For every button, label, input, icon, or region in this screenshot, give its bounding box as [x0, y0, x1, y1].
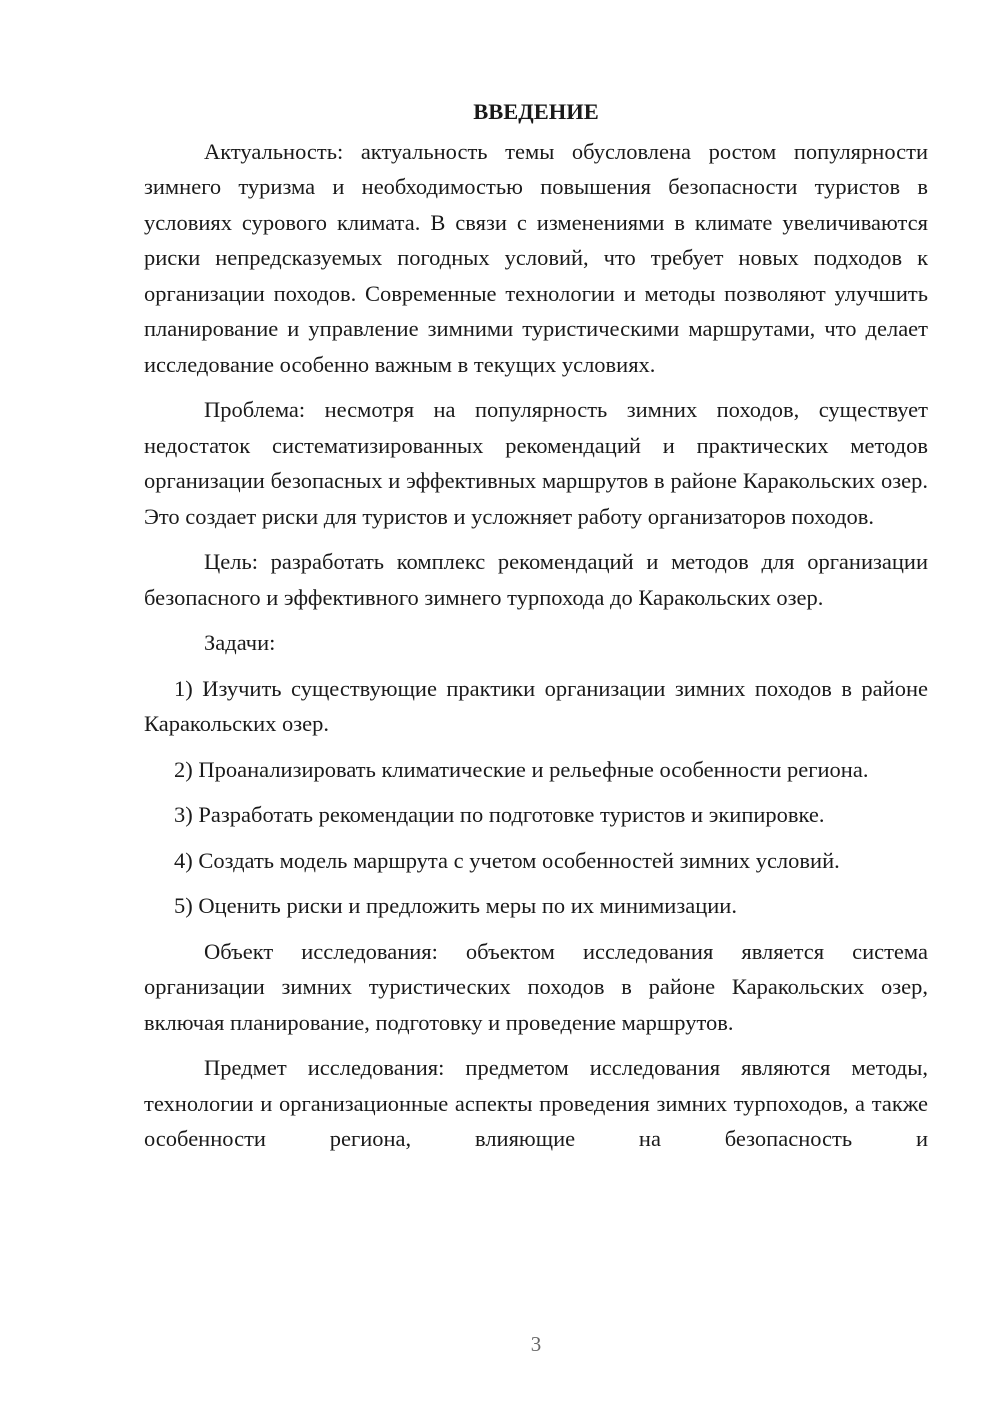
problem-paragraph: Проблема: несмотря на популярность зимних походов, существует недостаток систематизированных рекомендаций и практических методов организации безопасных и эффективных маршрутов в районе Каракольских озер. Это создает риски для туристов и усложняет работу организаторов походов.: [144, 397, 928, 529]
page-number: 3: [530, 1332, 542, 1356]
page-title: ВВЕДЕНИЕ: [473, 99, 599, 124]
subject-paragraph: Предмет исследования: предметом исследования являются методы, технологии и организационные аспекты проведения зимних турпоходов, а также особенности региона, влияющие на безопасность и: [144, 1055, 928, 1151]
relevance-paragraph: Актуальность: актуальность темы обусловлена ростом популярности зимнего туризма и необходимостью повышения безопасности туристов в условиях сурового климата. В связи с изменениями в климате увеличиваются риски непредсказуемых погодных условий, что требует новых подходов к организации походов. Современные технологии и методы позволяют улучшить планирование и управление зимними туристическими маршрутами, что делает исследование особенно важным в текущих условиях.: [144, 138, 928, 377]
task-item-4: 4) Создать модель маршрута с учетом особенностей зимних условий.: [174, 847, 840, 873]
task-item-2: 2) Проанализировать климатические и рельефные особенности региона.: [174, 756, 869, 782]
object-paragraph: Объект исследования: объектом исследования является система организации зимних туристических походов в районе Каракольских озер, включая планирование, подготовку и проведение маршрутов.: [144, 938, 928, 1035]
tasks-label: Задачи:: [204, 630, 276, 655]
goal-paragraph: Цель: разработать комплекс рекомендаций и методов для организации безопасного и эффективного зимнего турпохода до Каракольских озер.: [144, 549, 928, 610]
page-body: [144, 94, 928, 1157]
task-item-3: 3) Разработать рекомендации по подготовке туристов и экипировке.: [174, 802, 825, 827]
task-item-5: 5) Оценить риски и предложить меры по их минимизации.: [174, 893, 737, 918]
task-item-1: 1) Изучить существующие практики организации зимних походов в районе Каракольских озер.: [144, 675, 928, 736]
